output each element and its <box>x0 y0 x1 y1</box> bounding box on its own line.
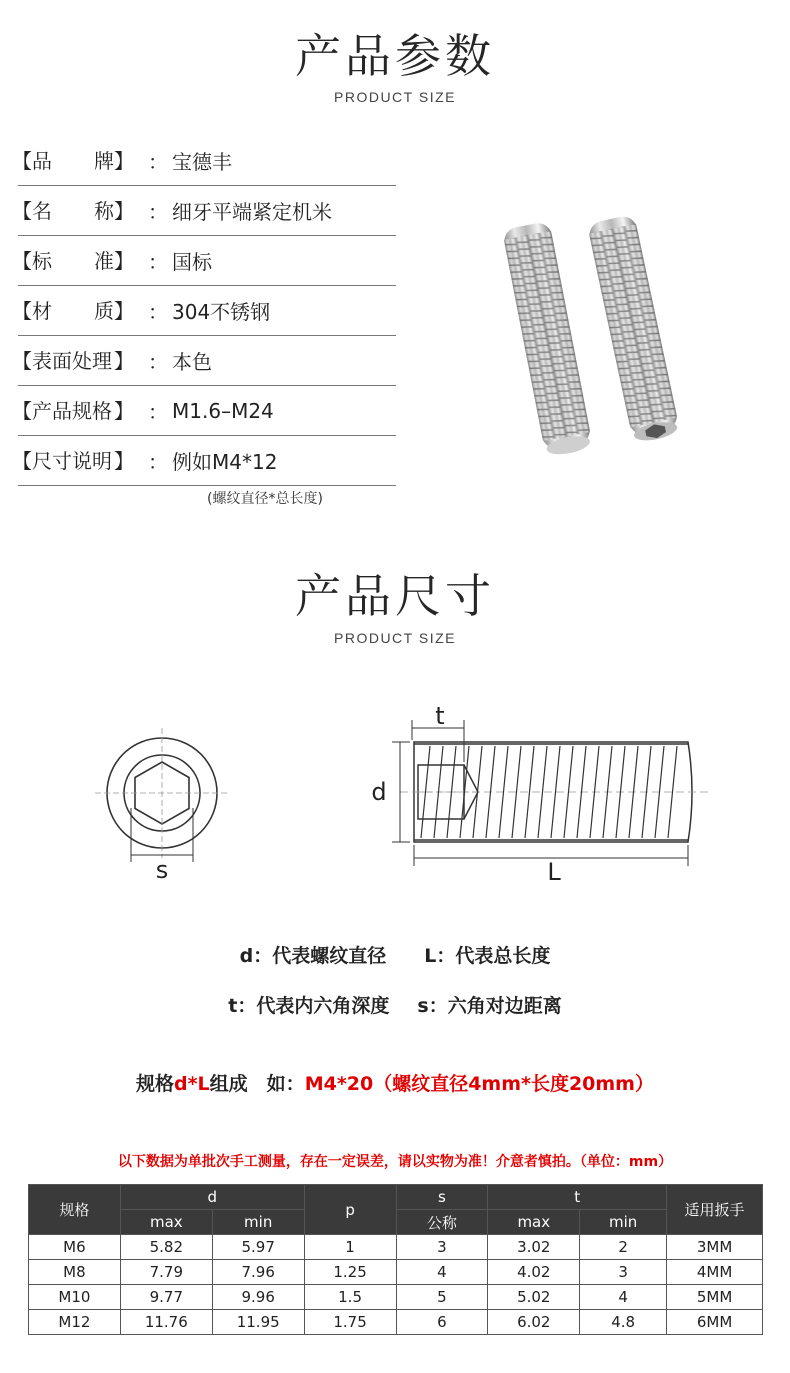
cell-wrench: 5MM <box>667 1285 763 1310</box>
label-s: s <box>155 856 169 884</box>
legend-s: s：六角对边距离 <box>417 995 562 1017</box>
spec-value: 本色 <box>172 350 212 374</box>
th-s-nominal: 公称 <box>396 1210 488 1235</box>
spec-colon: ： <box>148 400 168 424</box>
size-subtitle: PRODUCT SIZE <box>334 630 456 646</box>
cell-t-max: 5.02 <box>488 1285 580 1310</box>
example-middle: 组成 如： <box>209 1073 305 1095</box>
cell-t-min: 4 <box>580 1285 667 1310</box>
spec-row <box>12 436 396 486</box>
bracket-close: 】 <box>114 448 134 473</box>
measurement-notice: 以下数据为单批次手工测量，存在一定误差，请以实物为准！介意者慎拍。（单位：mm） <box>117 1154 673 1170</box>
spec-label <box>12 198 146 224</box>
screw-right <box>587 214 681 444</box>
legend-d: d：代表螺纹直径 <box>239 945 387 967</box>
spec-row <box>12 386 396 436</box>
legend-t: t：代表内六角深度 <box>228 995 390 1017</box>
th-d-max: max <box>120 1210 212 1235</box>
spec-label-char-2: 牌 <box>94 148 114 173</box>
spec-row <box>12 186 396 236</box>
spec-value: 例如M4*12 <box>172 450 278 474</box>
spec-value: 304不锈钢 <box>172 300 271 324</box>
screw-left <box>502 221 593 458</box>
cell-s: 3 <box>396 1235 488 1260</box>
label-d: d <box>371 778 387 806</box>
product-photo <box>462 210 702 470</box>
spec-row <box>12 336 396 386</box>
spec-label-char-1: 标 <box>32 248 52 273</box>
th-wrench: 适用扳手 <box>667 1185 763 1235</box>
label-t: t <box>435 702 445 730</box>
cell-d-max: 11.76 <box>120 1310 212 1335</box>
label-L: L <box>547 858 561 886</box>
cell-d-max: 5.82 <box>120 1235 212 1260</box>
spec-label <box>12 148 146 174</box>
cell-t-max: 3.02 <box>488 1235 580 1260</box>
bracket-open: 【 <box>12 448 32 473</box>
cell-p: 1 <box>304 1235 396 1260</box>
spec-colon: ： <box>148 450 168 474</box>
bracket-close: 】 <box>114 348 134 373</box>
size-table <box>28 1184 763 1335</box>
table-row <box>29 1260 763 1285</box>
cell-d-min: 11.95 <box>212 1310 304 1335</box>
params-subtitle: PRODUCT SIZE <box>334 89 456 105</box>
cell-spec: M6 <box>29 1235 121 1260</box>
params-title: 产品参数 <box>295 29 495 83</box>
spec-colon: ： <box>148 200 168 224</box>
spec-label <box>12 348 146 374</box>
cell-t-min: 3 <box>580 1260 667 1285</box>
spec-label-char-2: 准 <box>94 248 114 273</box>
spec-label-text: 尺寸说明 <box>32 448 112 473</box>
th-spec: 规格 <box>29 1185 121 1235</box>
spec-list <box>12 136 396 486</box>
spec-label-text: 表面处理 <box>32 348 112 373</box>
spec-label-text: 产品规格 <box>32 398 112 423</box>
th-t: t <box>488 1185 667 1210</box>
bracket-close: 】 <box>114 198 134 223</box>
example-sample: M4*20（螺纹直径4mm*长度20mm） <box>304 1073 654 1095</box>
spec-label-char-1: 名 <box>32 198 52 223</box>
side-view <box>392 720 710 866</box>
example-prefix: 规格 <box>136 1073 175 1095</box>
cell-s: 6 <box>396 1310 488 1335</box>
legend-row-2 <box>0 991 790 1018</box>
cell-p: 1.5 <box>304 1285 396 1310</box>
cell-wrench: 6MM <box>667 1310 763 1335</box>
spec-row <box>12 286 396 336</box>
th-s: s <box>396 1185 488 1210</box>
cell-d-min: 9.96 <box>212 1285 304 1310</box>
legend-L: L：代表总长度 <box>424 945 551 967</box>
bracket-open: 【 <box>12 148 32 173</box>
spec-example <box>0 1069 790 1096</box>
table-row <box>29 1235 763 1260</box>
cell-d-max: 9.77 <box>120 1285 212 1310</box>
cell-d-min: 5.97 <box>212 1235 304 1260</box>
cell-wrench: 4MM <box>667 1260 763 1285</box>
spec-label <box>12 448 146 474</box>
spec-value: M1.6–M24 <box>172 398 274 423</box>
bracket-open: 【 <box>12 198 32 223</box>
bracket-close: 】 <box>114 298 134 323</box>
bracket-close: 】 <box>114 398 134 423</box>
spec-colon: ： <box>148 350 168 374</box>
bracket-close: 】 <box>114 148 134 173</box>
th-p: p <box>304 1185 396 1235</box>
spec-label-char-2: 称 <box>94 198 114 223</box>
spec-value: 国标 <box>172 250 212 274</box>
bracket-open: 【 <box>12 398 32 423</box>
spec-row <box>12 236 396 286</box>
spec-colon: ： <box>148 250 168 274</box>
table-row <box>29 1285 763 1310</box>
cell-t-min: 2 <box>580 1235 667 1260</box>
cell-spec: M12 <box>29 1310 121 1335</box>
th-d-min: min <box>212 1210 304 1235</box>
cell-p: 1.75 <box>304 1310 396 1335</box>
cell-spec: M8 <box>29 1260 121 1285</box>
bracket-open: 【 <box>12 348 32 373</box>
spec-label <box>12 398 146 424</box>
spec-row <box>12 136 396 186</box>
th-t-max: max <box>488 1210 580 1235</box>
cell-spec: M10 <box>29 1285 121 1310</box>
spec-colon: ： <box>148 300 168 324</box>
table-row <box>29 1310 763 1335</box>
spec-label <box>12 248 146 274</box>
bracket-open: 【 <box>12 248 32 273</box>
spec-label-char-1: 品 <box>32 148 52 173</box>
legend-row-1 <box>0 941 790 968</box>
cell-d-min: 7.96 <box>212 1260 304 1285</box>
cell-t-min: 4.8 <box>580 1310 667 1335</box>
bracket-open: 【 <box>12 298 32 323</box>
end-view <box>95 728 229 862</box>
cell-t-max: 6.02 <box>488 1310 580 1335</box>
cell-wrench: 3MM <box>667 1235 763 1260</box>
cell-t-max: 4.02 <box>488 1260 580 1285</box>
cell-d-max: 7.79 <box>120 1260 212 1285</box>
spec-label-char-1: 材 <box>32 298 52 323</box>
spec-note: (螺纹直径*总长度) <box>207 491 323 507</box>
example-formula: d*L <box>174 1073 210 1095</box>
th-d: d <box>120 1185 304 1210</box>
cell-s: 5 <box>396 1285 488 1310</box>
cell-s: 4 <box>396 1260 488 1285</box>
spec-label-char-2: 质 <box>94 298 114 323</box>
spec-label <box>12 298 146 324</box>
spec-colon: ： <box>148 150 168 174</box>
cell-p: 1.25 <box>304 1260 396 1285</box>
th-t-min: min <box>580 1210 667 1235</box>
spec-value: 宝德丰 <box>172 150 232 174</box>
bracket-close: 】 <box>114 248 134 273</box>
size-title: 产品尺寸 <box>295 569 495 623</box>
dimension-diagram <box>0 690 790 890</box>
spec-value: 细牙平端紧定机米 <box>172 200 332 224</box>
